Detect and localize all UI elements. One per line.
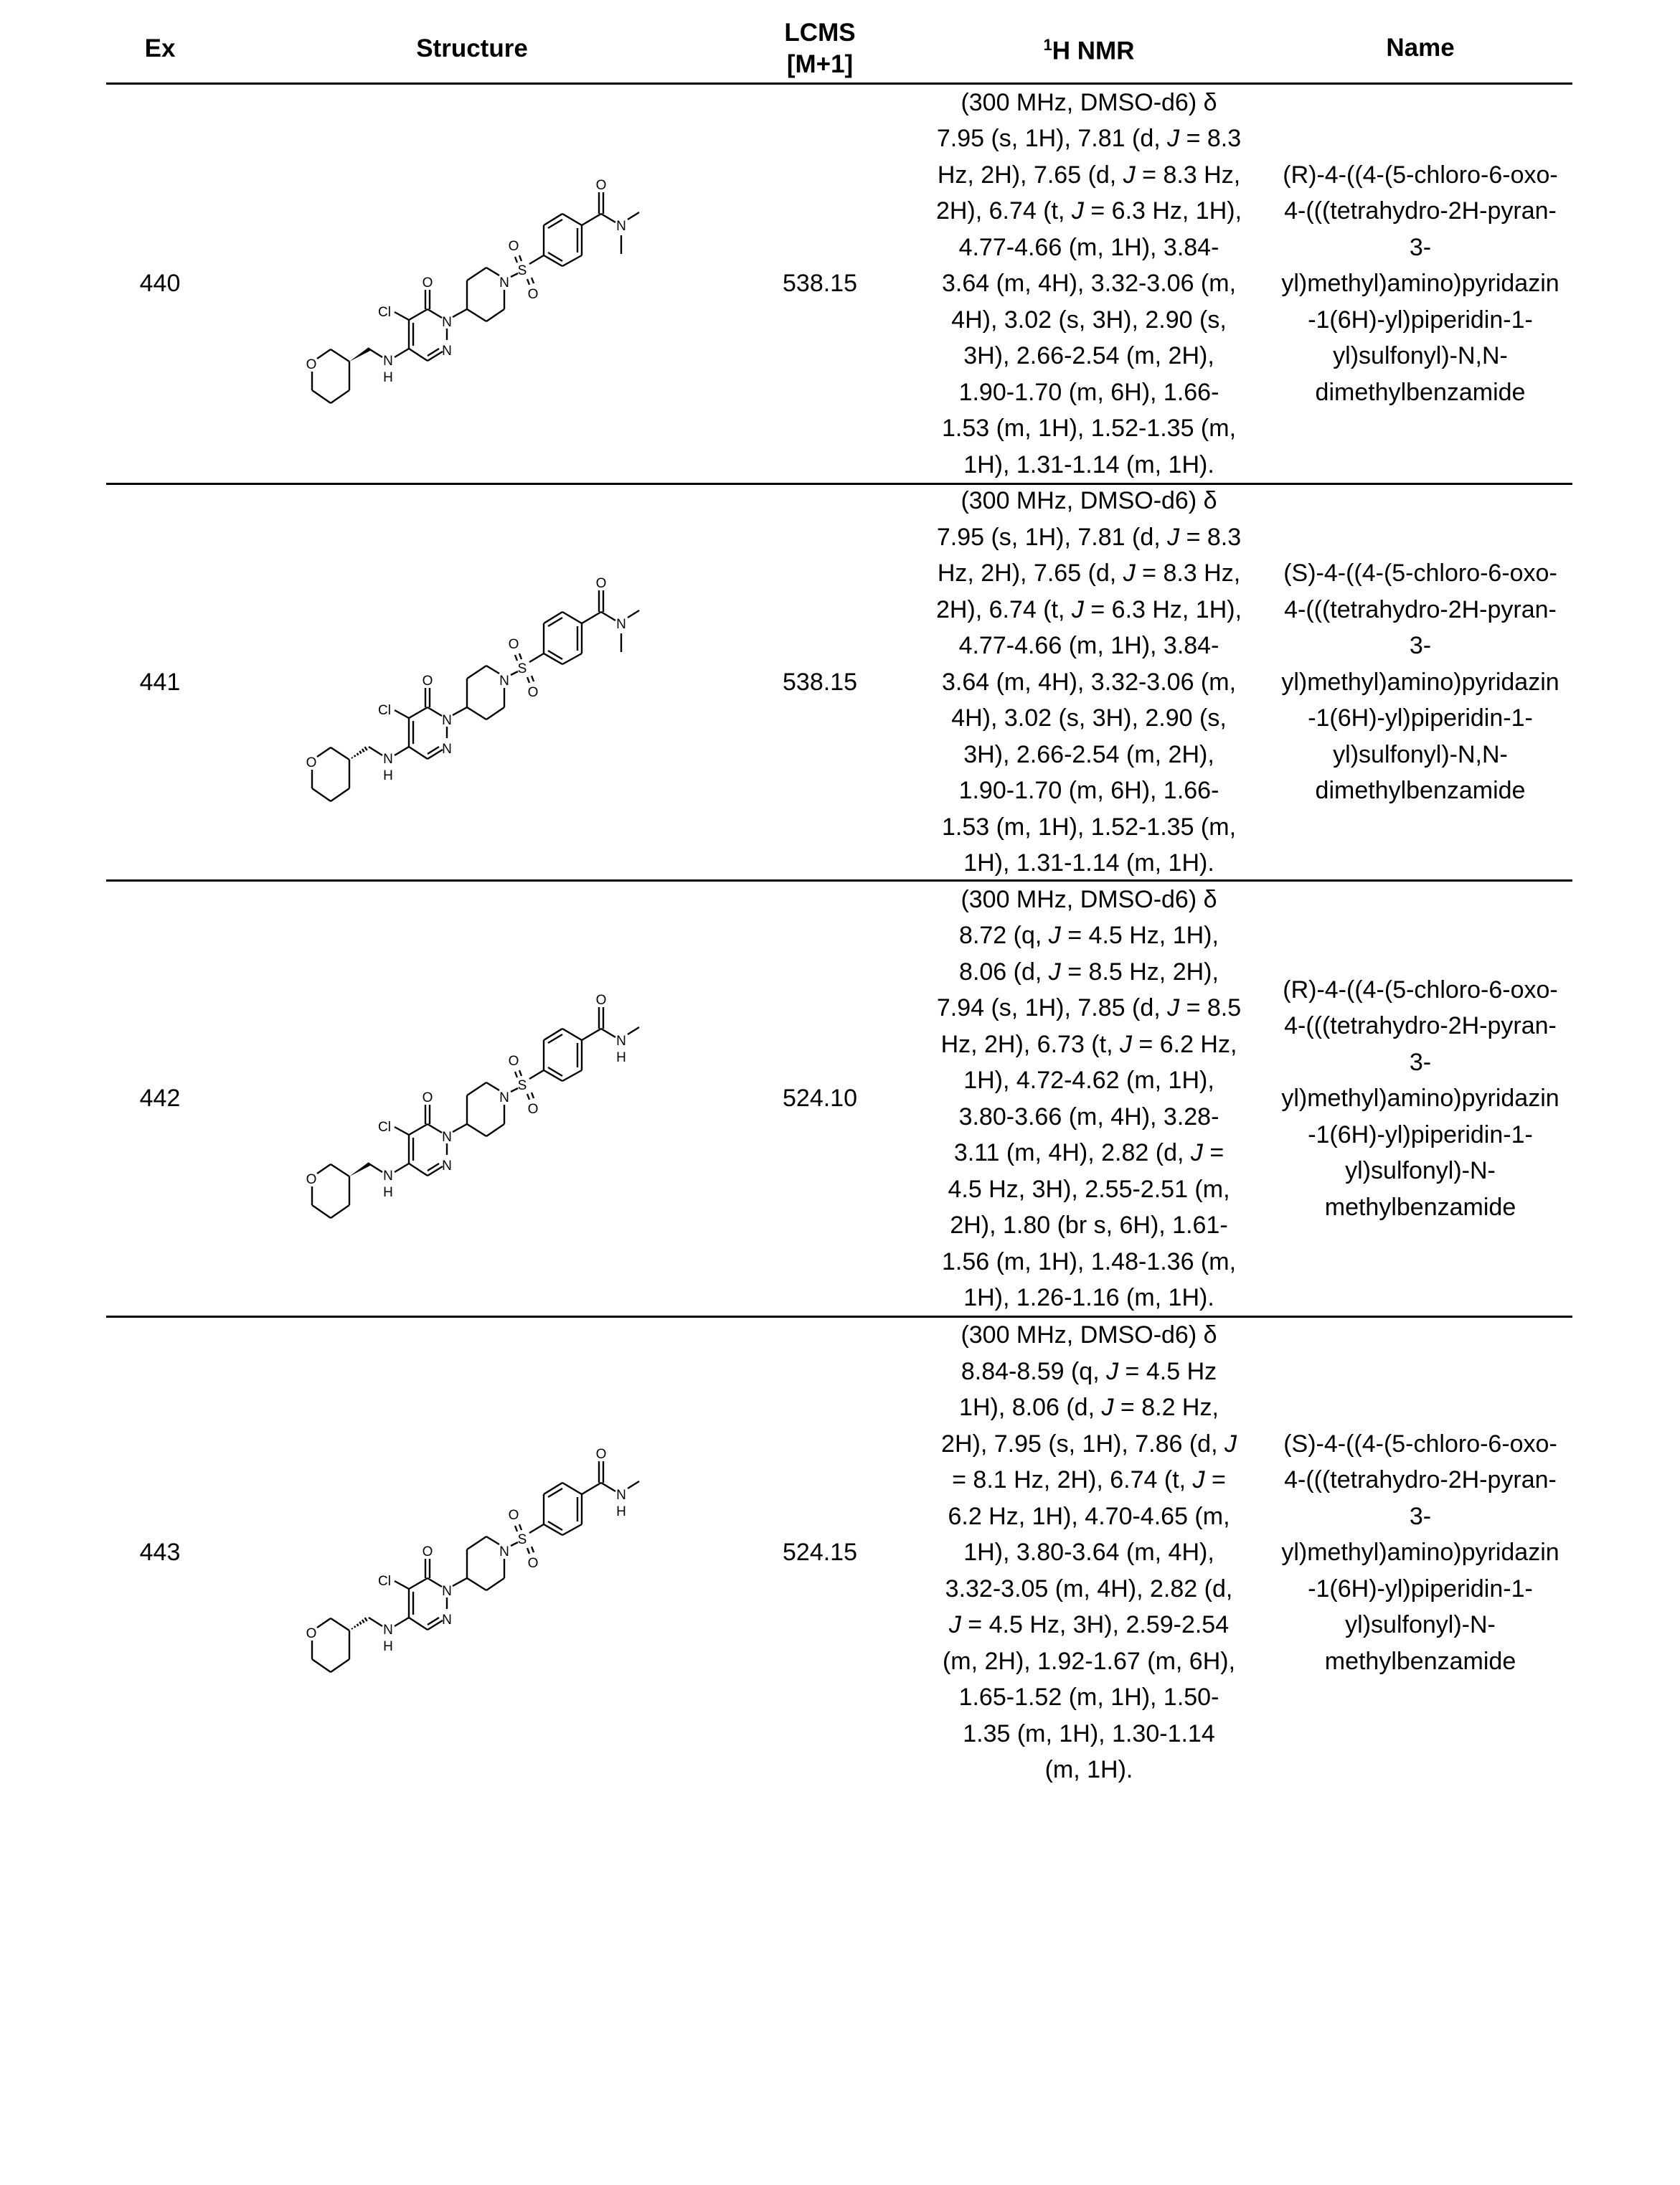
table-header <box>106 14 1572 85</box>
svg-text:Cl: Cl <box>378 305 391 320</box>
name-line: -1(6H)-yl)piperidin-1- <box>1268 1571 1572 1608</box>
svg-text:N: N <box>499 1544 509 1559</box>
svg-text:O: O <box>596 576 607 591</box>
svg-text:Cl: Cl <box>378 1120 391 1135</box>
table-row <box>106 85 1572 485</box>
name-line: 4-(((tetrahydro-2H-pyran- <box>1268 1462 1572 1499</box>
nmr-line: 7.95 (s, 1H), 7.81 (d, J = 8.3 <box>910 519 1268 556</box>
nmr-line: 3H), 2.66-2.54 (m, 2H), <box>910 338 1268 374</box>
nmr-line: 1.65-1.52 (m, 1H), 1.50- <box>910 1679 1268 1716</box>
nmr-cell <box>910 85 1268 483</box>
svg-text:O: O <box>509 637 519 652</box>
svg-text:H: H <box>383 370 393 385</box>
name-line: -1(6H)-yl)piperidin-1- <box>1268 700 1572 737</box>
svg-text:O: O <box>528 287 539 302</box>
nmr-line: 1H), 8.06 (d, J = 8.2 Hz, <box>910 1389 1268 1426</box>
nmr-line: Hz, 2H), 7.65 (d, J = 8.3 Hz, <box>910 555 1268 592</box>
name-line: methylbenzamide <box>1268 1643 1572 1680</box>
svg-text:O: O <box>423 674 433 689</box>
nmr-line: 1H), 1.31-1.14 (m, 1H). <box>910 845 1268 882</box>
svg-text:H: H <box>383 1639 393 1654</box>
header-nmr-label: H NMR <box>1052 37 1135 65</box>
nmr-line: 2H), 6.74 (t, J = 6.3 Hz, 1H), <box>910 592 1268 628</box>
svg-text:O: O <box>528 1556 539 1571</box>
chemical-structure <box>235 1417 709 1689</box>
table-row <box>106 882 1572 1318</box>
name-line: yl)sulfonyl)-N- <box>1268 1153 1572 1189</box>
svg-text:H: H <box>383 768 393 783</box>
example-number: 441 <box>106 669 214 697</box>
name-line: -1(6H)-yl)piperidin-1- <box>1268 302 1572 339</box>
nmr-line: Hz, 2H), 7.65 (d, J = 8.3 Hz, <box>910 157 1268 194</box>
svg-text:N: N <box>442 315 452 330</box>
compound-table <box>106 14 1572 1788</box>
nmr-cell <box>910 483 1268 882</box>
nmr-line: 1H), 4.72-4.62 (m, 1H), <box>910 1062 1268 1099</box>
name-line: (R)-4-((4-(5-chloro-6-oxo- <box>1268 972 1572 1009</box>
svg-text:N: N <box>383 752 393 767</box>
svg-text:H: H <box>616 1050 626 1065</box>
compound-name <box>1268 555 1572 809</box>
table-row <box>106 485 1572 882</box>
nmr-cell <box>910 882 1268 1316</box>
nmr-line: 8.72 (q, J = 4.5 Hz, 1H), <box>910 917 1268 954</box>
name-line: -1(6H)-yl)piperidin-1- <box>1268 1117 1572 1153</box>
structure-cell <box>214 546 730 818</box>
name-line: yl)methyl)amino)pyridazin <box>1268 664 1572 701</box>
svg-text:N: N <box>499 275 509 291</box>
svg-text:N: N <box>499 1090 509 1105</box>
name-line: 3- <box>1268 1499 1572 1535</box>
nmr-cell <box>910 1317 1268 1788</box>
svg-text:O: O <box>306 1626 317 1641</box>
nmr-line: 1H), 1.26-1.16 (m, 1H). <box>910 1280 1268 1316</box>
nmr-line: 2H), 7.95 (s, 1H), 7.86 (d, J <box>910 1426 1268 1463</box>
lcms-value: 524.10 <box>730 1085 910 1113</box>
nmr-line: 7.94 (s, 1H), 7.85 (d, J = 8.5 <box>910 990 1268 1027</box>
name-line: 3- <box>1268 1044 1572 1081</box>
name-line: methylbenzamide <box>1268 1189 1572 1226</box>
svg-text:N: N <box>616 617 626 632</box>
svg-text:O: O <box>306 357 317 372</box>
nmr-line: 1H), 1.31-1.14 (m, 1H). <box>910 447 1268 483</box>
nmr-line: 1.90-1.70 (m, 6H), 1.66- <box>910 374 1268 411</box>
name-line: yl)methyl)amino)pyridazin <box>1268 1534 1572 1571</box>
svg-text:O: O <box>509 239 519 254</box>
nmr-line: 4H), 3.02 (s, 3H), 2.90 (s, <box>910 302 1268 339</box>
header-lcms-line1: LCMS <box>730 17 910 49</box>
header-lcms <box>730 17 910 80</box>
header-ex: Ex <box>106 33 214 65</box>
svg-text:O: O <box>423 275 433 291</box>
svg-text:O: O <box>423 1544 433 1559</box>
nmr-line: 7.95 (s, 1H), 7.81 (d, J = 8.3 <box>910 121 1268 157</box>
svg-text:O: O <box>423 1090 433 1105</box>
structure-cell <box>214 148 730 420</box>
example-number: 443 <box>106 1539 214 1567</box>
svg-text:Cl: Cl <box>378 703 391 718</box>
nmr-line: (m, 2H), 1.92-1.67 (m, 6H), <box>910 1643 1268 1680</box>
name-line: (S)-4-((4-(5-chloro-6-oxo- <box>1268 1426 1572 1463</box>
svg-text:O: O <box>306 1172 317 1187</box>
svg-text:Cl: Cl <box>378 1574 391 1589</box>
nmr-line: 4.77-4.66 (m, 1H), 3.84- <box>910 628 1268 664</box>
nmr-line: 4H), 3.02 (s, 3H), 2.90 (s, <box>910 700 1268 737</box>
structure-cell <box>214 963 730 1235</box>
header-lcms-line2: [M+1] <box>730 49 910 80</box>
compound-name <box>1268 1426 1572 1680</box>
svg-text:O: O <box>509 1508 519 1523</box>
svg-text:S: S <box>518 1078 527 1093</box>
table-row <box>106 1318 1572 1788</box>
svg-text:N: N <box>442 713 452 728</box>
name-line: yl)sulfonyl)-N,N- <box>1268 737 1572 773</box>
nmr-line: 1H), 3.80-3.64 (m, 4H), <box>910 1534 1268 1571</box>
nmr-line: 1.35 (m, 1H), 1.30-1.14 <box>910 1716 1268 1752</box>
svg-text:N: N <box>616 219 626 234</box>
lcms-value: 524.15 <box>730 1539 910 1567</box>
chemical-structure <box>235 963 709 1235</box>
svg-text:N: N <box>616 1034 626 1049</box>
name-line: 4-(((tetrahydro-2H-pyran- <box>1268 592 1572 628</box>
nmr-line: 1.53 (m, 1H), 1.52-1.35 (m, <box>910 410 1268 447</box>
name-line: (R)-4-((4-(5-chloro-6-oxo- <box>1268 157 1572 194</box>
nmr-line: 8.84-8.59 (q, J = 4.5 Hz <box>910 1354 1268 1390</box>
svg-text:S: S <box>518 1532 527 1547</box>
name-line: 4-(((tetrahydro-2H-pyran- <box>1268 193 1572 230</box>
name-line: dimethylbenzamide <box>1268 773 1572 809</box>
nmr-line: 3.32-3.05 (m, 4H), 2.82 (d, <box>910 1571 1268 1608</box>
nmr-line: (300 MHz, DMSO-d6) δ <box>910 1317 1268 1354</box>
header-nmr <box>910 27 1268 70</box>
nmr-line: 3.64 (m, 4H), 3.32-3.06 (m, <box>910 265 1268 302</box>
svg-text:N: N <box>442 742 452 757</box>
nmr-line: Hz, 2H), 6.73 (t, J = 6.2 Hz, <box>910 1027 1268 1063</box>
svg-text:N: N <box>616 1488 626 1503</box>
nmr-line: 1.53 (m, 1H), 1.52-1.35 (m, <box>910 809 1268 846</box>
name-line: 3- <box>1268 628 1572 664</box>
name-line: yl)methyl)amino)pyridazin <box>1268 265 1572 302</box>
lcms-value: 538.15 <box>730 270 910 298</box>
compound-name <box>1268 157 1572 411</box>
header-name: Name <box>1268 30 1572 67</box>
example-number: 440 <box>106 270 214 298</box>
chemical-structure <box>235 148 709 420</box>
name-line: yl)sulfonyl)-N,N- <box>1268 338 1572 374</box>
name-line: yl)methyl)amino)pyridazin <box>1268 1080 1572 1117</box>
name-line: 3- <box>1268 230 1572 266</box>
nmr-line: 3H), 2.66-2.54 (m, 2H), <box>910 737 1268 773</box>
nmr-line: 4.5 Hz, 3H), 2.55-2.51 (m, <box>910 1171 1268 1208</box>
nmr-line: 3.11 (m, 4H), 2.82 (d, J = <box>910 1135 1268 1171</box>
nmr-line: (m, 1H). <box>910 1752 1268 1788</box>
svg-text:O: O <box>528 1102 539 1117</box>
svg-text:N: N <box>442 1613 452 1628</box>
svg-text:O: O <box>306 755 317 770</box>
svg-text:H: H <box>383 1185 393 1200</box>
svg-text:O: O <box>596 178 607 193</box>
svg-text:S: S <box>518 263 527 278</box>
nmr-line: 8.06 (d, J = 8.5 Hz, 2H), <box>910 954 1268 991</box>
name-line: (S)-4-((4-(5-chloro-6-oxo- <box>1268 555 1572 592</box>
nmr-line: (300 MHz, DMSO-d6) δ <box>910 882 1268 918</box>
name-line: dimethylbenzamide <box>1268 374 1572 411</box>
nmr-line: 1.56 (m, 1H), 1.48-1.36 (m, <box>910 1244 1268 1280</box>
svg-text:N: N <box>383 1623 393 1638</box>
svg-text:S: S <box>518 661 527 676</box>
svg-text:H: H <box>616 1504 626 1519</box>
nmr-line: (300 MHz, DMSO-d6) δ <box>910 483 1268 519</box>
nmr-line: 2H), 1.80 (br s, 6H), 1.61- <box>910 1207 1268 1244</box>
nmr-line: 2H), 6.74 (t, J = 6.3 Hz, 1H), <box>910 193 1268 230</box>
nmr-line: 3.80-3.66 (m, 4H), 3.28- <box>910 1099 1268 1136</box>
nmr-line: 4.77-4.66 (m, 1H), 3.84- <box>910 230 1268 266</box>
name-line: yl)sulfonyl)-N- <box>1268 1607 1572 1643</box>
svg-text:N: N <box>499 674 509 689</box>
header-structure: Structure <box>214 33 730 65</box>
nmr-line: (300 MHz, DMSO-d6) δ <box>910 85 1268 121</box>
svg-text:O: O <box>509 1054 519 1069</box>
svg-text:N: N <box>383 354 393 369</box>
svg-text:N: N <box>442 1130 452 1145</box>
svg-text:O: O <box>596 1447 607 1462</box>
svg-text:O: O <box>528 685 539 700</box>
compound-name <box>1268 972 1572 1226</box>
nmr-line: 6.2 Hz, 1H), 4.70-4.65 (m, <box>910 1499 1268 1535</box>
svg-text:O: O <box>596 993 607 1008</box>
svg-text:N: N <box>442 1584 452 1599</box>
nmr-line: = 8.1 Hz, 2H), 6.74 (t, J = <box>910 1462 1268 1499</box>
structure-cell <box>214 1417 730 1689</box>
nmr-line: 3.64 (m, 4H), 3.32-3.06 (m, <box>910 664 1268 701</box>
chemical-structure <box>235 546 709 818</box>
example-number: 442 <box>106 1085 214 1113</box>
nmr-line: 1.90-1.70 (m, 6H), 1.66- <box>910 773 1268 809</box>
header-nmr-sup: 1 <box>1044 36 1052 54</box>
svg-text:N: N <box>442 1158 452 1174</box>
svg-text:N: N <box>383 1169 393 1184</box>
nmr-line: J = 4.5 Hz, 3H), 2.59-2.54 <box>910 1607 1268 1643</box>
svg-text:N: N <box>442 344 452 359</box>
name-line: 4-(((tetrahydro-2H-pyran- <box>1268 1008 1572 1044</box>
lcms-value: 538.15 <box>730 669 910 697</box>
